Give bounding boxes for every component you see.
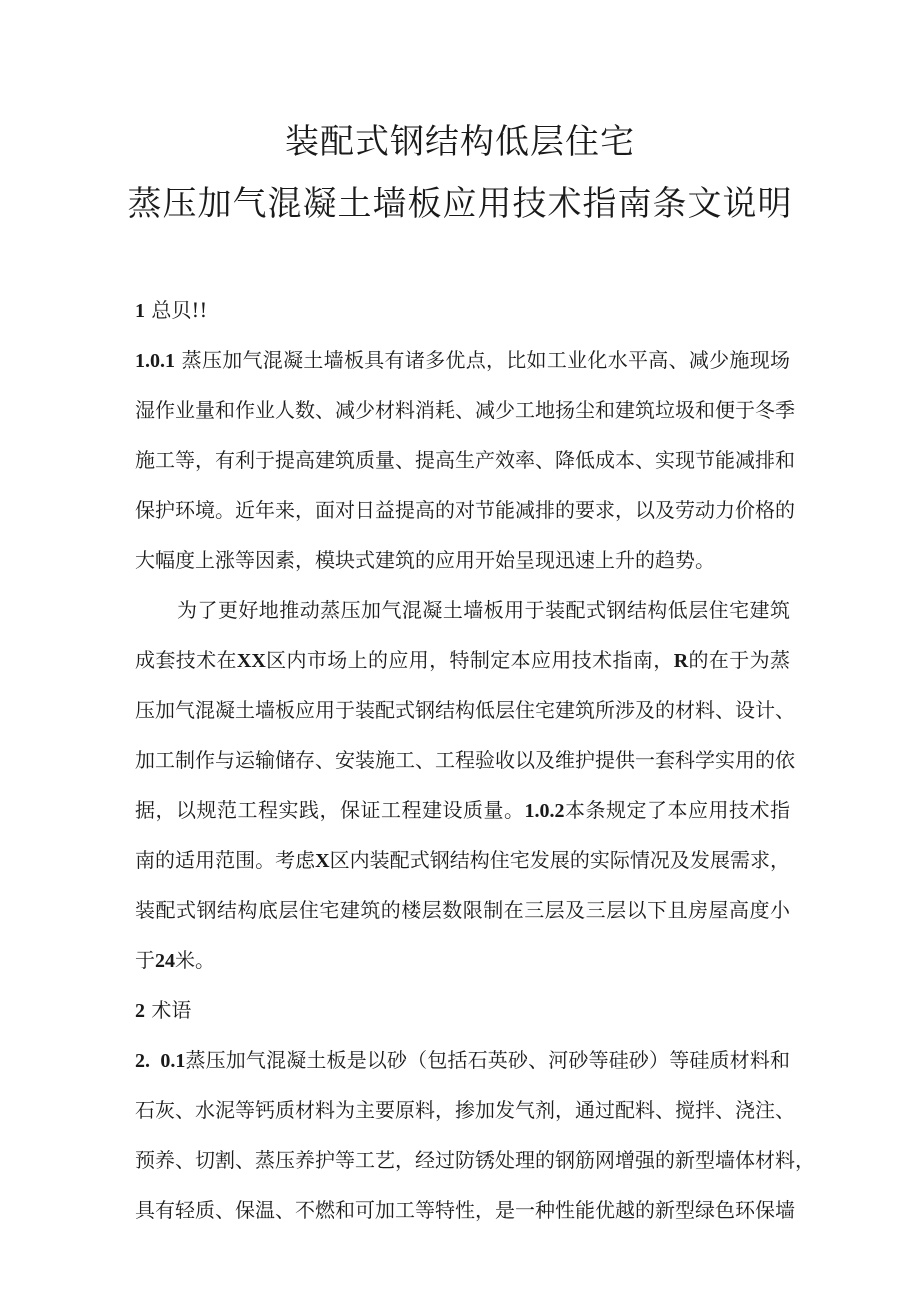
paragraph-line: 压加气混凝土墙板应用于装配式钢结构低层住宅建筑所涉及的材料、设计、 [135, 698, 795, 722]
section-1-title: 总贝!! [151, 298, 208, 322]
paragraph-text: 南的适用范围。考虑 [135, 848, 316, 872]
height-value: 24 [155, 950, 175, 972]
region-code: X [315, 850, 330, 872]
paragraph-line: 大幅度上涨等因素，模块式建筑的应用开始呈现迅速上升的趋势。 [135, 548, 715, 572]
paragraph-text: 的在于为蒸 [688, 648, 791, 672]
paragraph-text: 据，以规范工程实践，保证工程建设质量。 [135, 798, 525, 822]
section-1-number: 1 [135, 300, 145, 322]
paragraph-text: 成套技术在 [135, 648, 237, 672]
paragraph-line [135, 346, 790, 375]
document-title-line-2: 蒸压加气混凝土墙板应用技术指南条文说明 [127, 184, 793, 224]
clause-number: 1.0.2 [524, 800, 565, 822]
paragraph-line: 预养、切割、蒸压养护等工艺，经过防锈处理的钢筋网增强的新型墙体材料， [135, 1148, 815, 1172]
paragraph-line [135, 646, 790, 675]
paragraph-line: 为了更好地推动蒸压加气混凝土墙板用于装配式钢结构低层住宅建筑 [177, 598, 790, 622]
document-title-line-1: 装配式钢结构低层住宅 [285, 122, 635, 162]
paragraph-line: 湿作业量和作业人数、减少材料消耗、减少工地扬尘和建筑垃圾和便于冬季 [135, 398, 795, 422]
clause-number: 2. 0.1 [135, 1050, 186, 1072]
section-1-heading [135, 296, 207, 325]
paragraph-line: 加工制作与运输储存、安装施工、工程验收以及维护提供一套科学实用的依 [135, 748, 795, 772]
paragraph-line [135, 1046, 790, 1075]
paragraph-line: 保护环境。近年来，面对日益提高的对节能减排的要求，以及劳动力价格的 [135, 498, 795, 522]
paragraph-text: 蒸压加气混凝土板是以砂（包括石英砂、河砂等硅砂）等硅质材料和 [185, 1048, 790, 1072]
section-2-number: 2 [135, 1000, 145, 1022]
paragraph-line [135, 796, 790, 825]
section-2-heading [135, 996, 191, 1025]
clause-number: 1.0.1 [135, 350, 175, 372]
ocr-glyph: R [673, 650, 689, 672]
paragraph-line [135, 846, 790, 875]
paragraph-text: 本条规定了本应用技术指 [564, 798, 790, 822]
paragraph-line: 装配式钢结构底层住宅建筑的楼层数限制在三层及三层以下且房屋高度小 [135, 898, 790, 922]
paragraph-line: 具有轻质、保温、不燃和可加工等特性，是一种性能优越的新型绿色环保墙 [135, 1198, 795, 1222]
paragraph-line: 石灰、水泥等钙质材料为主要原料，掺加发气剂，通过配料、搅拌、浇注、 [135, 1098, 795, 1122]
paragraph-text: 区内装配式钢结构住宅发展的实际情况及发展需求， [329, 848, 791, 872]
paragraph-line [135, 946, 215, 975]
paragraph-text: 于 [135, 948, 155, 972]
region-code: XX [236, 650, 266, 672]
paragraph-text: 蒸压加气混凝土墙板具有诸多优点，比如工业化水平高、减少施现场 [181, 348, 791, 372]
section-2-title: 术语 [151, 998, 192, 1022]
paragraph-text: 米。 [175, 948, 215, 972]
paragraph-text: 区内市场上的应用，特制定本应用技术指南， [265, 648, 674, 672]
paragraph-line: 施工等，有利于提高建筑质量、提高生产效率、降低成本、实现节能减排和 [135, 448, 795, 472]
